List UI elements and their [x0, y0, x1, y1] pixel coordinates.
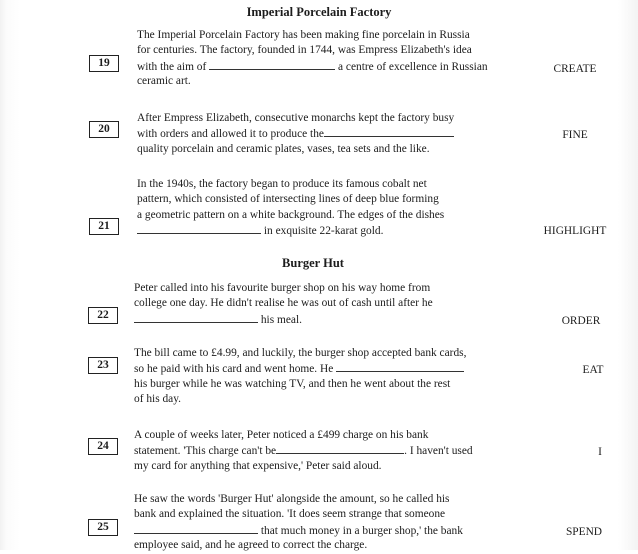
answer-blank-19[interactable] [209, 59, 335, 70]
text-segment: a centre of excellence in Russian [338, 60, 488, 73]
text-line: his burger while he was watching TV, and then he went about the rest [134, 377, 451, 390]
text-line [137, 59, 517, 74]
text-line: a geometric pattern on a white background. The edges of the dishes [137, 208, 445, 221]
question-19-text [137, 28, 517, 90]
stem-word-25: SPEND [565, 526, 603, 538]
text-segment: with orders and allowed it to produce the [137, 128, 324, 141]
text-line: bank and explained the situation. 'It does seem strange that someone [134, 508, 446, 521]
text-segment: with the aim of [137, 60, 207, 73]
answer-blank-20[interactable] [324, 126, 454, 137]
answer-blank-21[interactable] [137, 223, 261, 234]
text-line: for centuries. The factory, founded in 1744, was Empress Elizabeth's idea [137, 44, 472, 57]
text-line [134, 361, 514, 376]
question-21-text [137, 177, 517, 239]
stem-word-19: CREATE [553, 63, 597, 75]
text-line: In the 1940s, the factory began to produce its famous cobalt net [137, 178, 427, 190]
section-title-burger: Burger Hut [282, 256, 344, 270]
question-23-text [134, 346, 514, 408]
text-line: my card for anything that expensive,' Peter said aloud. [134, 459, 382, 472]
text-line: employee said, and he agreed to correct the charge. [134, 539, 368, 552]
text-line [137, 223, 517, 238]
answer-blank-25[interactable] [134, 523, 258, 534]
text-line [134, 443, 514, 458]
text-line: college one day. He didn't realise he was out of cash until after he [134, 297, 433, 310]
text-line: quality porcelain and ceramic plates, vases, tea sets and the like. [137, 142, 430, 155]
question-number-24: 24 [88, 438, 118, 455]
question-number-20: 20 [89, 121, 119, 138]
text-line [134, 523, 514, 538]
text-segment: his meal. [260, 313, 302, 326]
stem-word-24: I [598, 446, 602, 458]
text-line: pattern, which consisted of intersecting lines of deep blue forming [137, 193, 439, 206]
question-number-23: 23 [88, 357, 118, 374]
text-line: He saw the words 'Burger Hut' alongside the amount, so he called his [134, 493, 450, 505]
text-line [137, 126, 517, 141]
stem-word-21: HIGHLIGHT [543, 225, 607, 237]
text-line: of his day. [134, 393, 182, 406]
stem-word-20: FINE [562, 129, 588, 141]
text-line: Peter called into his favourite burger shop on his way home from [134, 282, 431, 294]
text-segment: statement. 'This charge can't be [134, 445, 277, 458]
question-number-25: 25 [88, 519, 118, 536]
answer-blank-22[interactable] [134, 312, 258, 323]
stem-word-23: EAT [582, 364, 604, 376]
section-title-porcelain: Imperial Porcelain Factory [246, 5, 392, 19]
question-number-19: 19 [89, 55, 119, 72]
text-line [134, 312, 514, 327]
text-segment: that much money in a burger shop,' the bank [260, 524, 463, 537]
question-20-text [137, 111, 517, 157]
question-24-text [134, 428, 514, 474]
question-number-21: 21 [89, 218, 119, 235]
text-line: ceramic art. [137, 75, 191, 88]
question-25-text [134, 492, 514, 554]
text-line: The bill came to £4.99, and luckily, the burger shop accepted bank cards, [134, 347, 467, 359]
text-segment: so he paid with his card and went home. He [134, 363, 334, 376]
answer-blank-23[interactable] [336, 361, 464, 372]
stem-word-22: ORDER [561, 315, 601, 327]
text-line: The Imperial Porcelain Factory has been making fine porcelain in Russia [137, 29, 470, 41]
question-22-text [134, 281, 514, 327]
answer-blank-24[interactable] [276, 443, 404, 454]
text-segment: in exquisite 22-karat gold. [263, 225, 384, 238]
text-line: A couple of weeks later, Peter noticed a £499 charge on his bank [134, 429, 429, 441]
question-number-22: 22 [88, 307, 118, 324]
text-line: After Empress Elizabeth, consecutive monarchs kept the factory busy [137, 112, 455, 124]
text-segment: . I haven't used [404, 445, 473, 458]
